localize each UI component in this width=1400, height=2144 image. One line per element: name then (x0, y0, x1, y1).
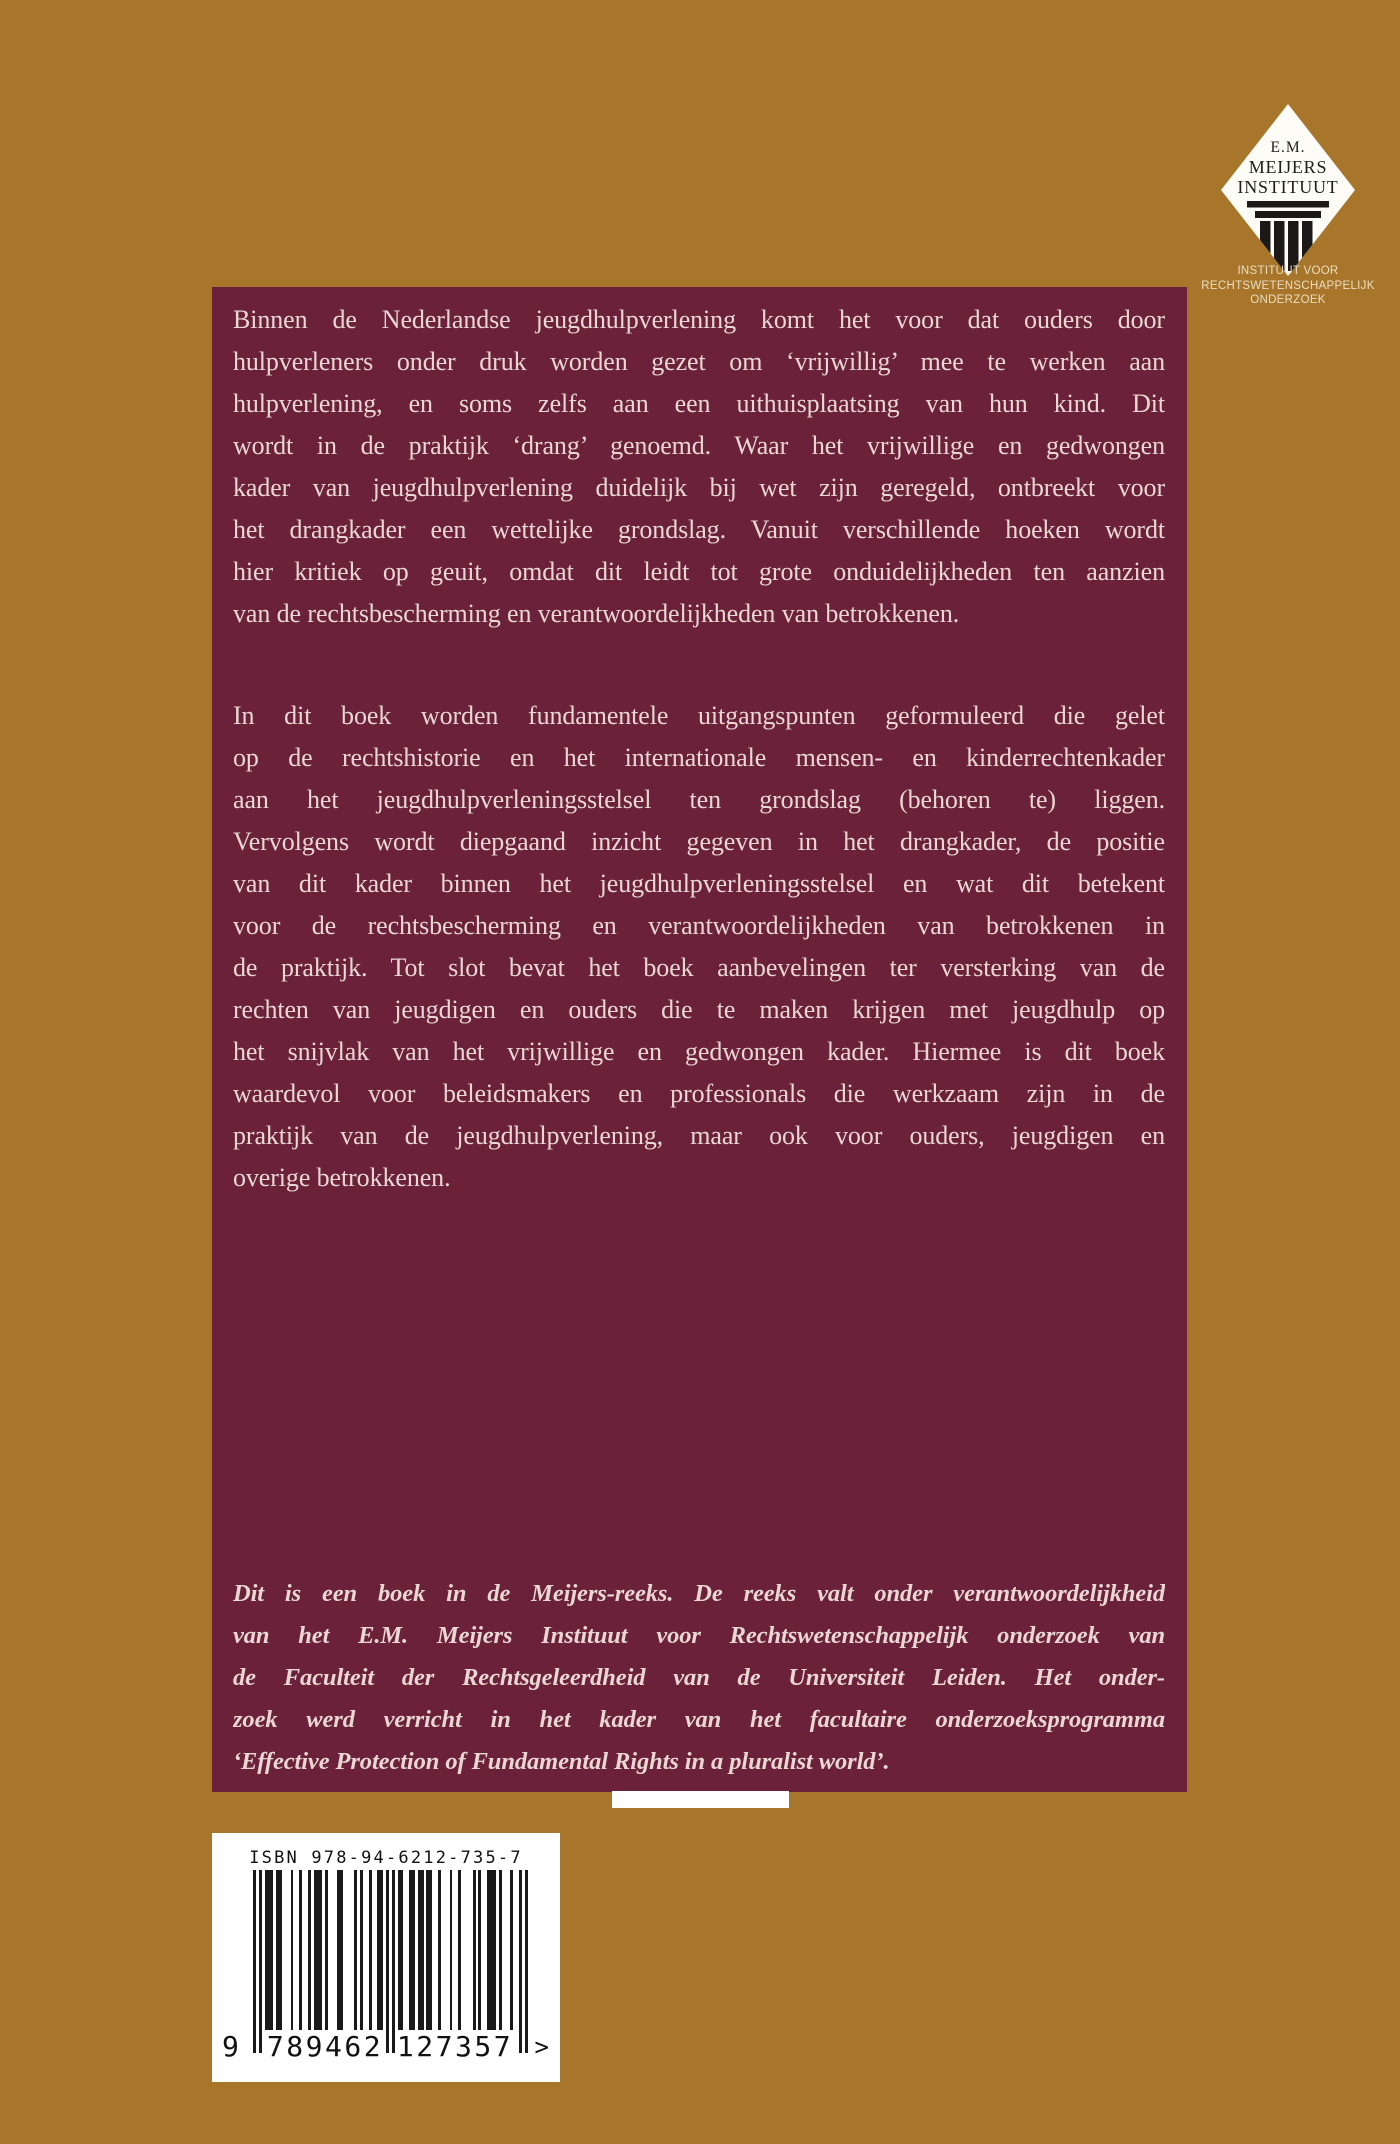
text-line: zoek werd verricht in het kader van het facultaire onderzoeksprogramma (233, 1706, 1165, 1733)
logo-subtext-line: INSTITUUT VOOR (1237, 265, 1339, 277)
text-line: hulpverleners onder druk worden gezet om ‘vrijwillig’ mee te werken aan (233, 347, 1165, 376)
text-line: op de rechtshistorie en het internationale mensen- en kinderrechtenkader (233, 743, 1165, 772)
text-line: wordt in de praktijk ‘drang’ genoemd. Waar het vrijwillige en gedwongen (233, 431, 1165, 460)
barcode-digits-right: 127357 (396, 2030, 514, 2063)
text-line: waardevol voor beleidsmakers en professionals die werkzaam zijn in de (233, 1079, 1165, 1108)
barcode-quiet-zone-mark: > (534, 2033, 552, 2061)
text-line: de praktijk. Tot slot bevat het boek aanbevelingen ter versterking van de (233, 953, 1165, 982)
barcode-digit-first: 9 (222, 2030, 242, 2063)
meijers-series-note (233, 1573, 1165, 1783)
text-line: aan het jeugdhulpverleningsstelsel ten grondslag (behoren te) liggen. (233, 785, 1165, 814)
isbn-barcode (212, 1833, 560, 2082)
text-line: voor de rechtsbescherming en verantwoordelijkheden van betrokkenen in (233, 911, 1165, 940)
text-line: Binnen de Nederlandse jeugdhulpverlening komt het voor dat ouders door (233, 305, 1165, 334)
logo-subtext-line: RECHTSWETENSCHAPPELIJK (1201, 279, 1375, 292)
text-line: van het E.M. Meijers Instituut voor Rechtswetenschappelijk onderzoek van (233, 1622, 1165, 1649)
text-line: van de rechtsbescherming en verantwoordelijkheden van betrokkenen. (233, 599, 960, 628)
text-line: rechten van jeugdigen en ouders die te maken krijgen met jeugdhulp op (233, 995, 1165, 1024)
barcode-digits-left: 789462 (266, 2030, 384, 2063)
text-line: Dit is een boek in de Meijers-reeks. De reeks valt onder verantwoordelijkheid (233, 1580, 1165, 1607)
text-line: ‘Effective Protection of Fundamental Rights in a pluralist world’. (233, 1748, 890, 1775)
text-line: Vervolgens wordt diepgaand inzicht gegeven in het drangkader, de positie (233, 827, 1165, 856)
text-line: het drangkader een wettelijke grondslag. Vanuit verschillende hoeken wordt (233, 515, 1165, 544)
barcode-bars (253, 1870, 528, 2053)
paragraph-book-contents (233, 695, 1165, 1199)
text-line: hulpverlening, en soms zelfs aan een uithuisplaatsing van hun kind. Dit (233, 389, 1165, 418)
text-line: van dit kader binnen het jeugdhulpverleningsstelsel en wat dit betekent (233, 869, 1165, 898)
text-line: kader van jeugdhulpverlening duidelijk bij wet zijn geregeld, ontbreekt voor (233, 473, 1165, 502)
spine-white-tab (612, 1791, 789, 1808)
text-line: het snijvlak van het vrijwillige en gedwongen kader. Hiermee is dit boek (233, 1037, 1165, 1066)
text-line: hier kritiek op geuit, omdat dit leidt tot grote onduidelijkheden ten aanzien (233, 557, 1165, 586)
logo-subtext (1158, 264, 1400, 308)
text-line: In dit boek worden fundamentele uitgangspunten geformuleerd die gelet (233, 701, 1165, 730)
text-line: overige betrokkenen. (233, 1163, 451, 1192)
meijers-logo (1201, 104, 1375, 314)
logo-line2: MEIJERS (1248, 157, 1328, 177)
logo-subtext-line: ONDERZOEK (1250, 294, 1326, 306)
blurb-panel (212, 287, 1187, 1792)
text-line: praktijk van de jeugdhulpverlening, maar ook voor ouders, jeugdigen en (233, 1121, 1165, 1150)
isbn-label: ISBN 978-94-6212-735-7 (249, 1848, 523, 1868)
meijers-diamond-icon (1221, 104, 1355, 276)
logo-line1: E.M. (1270, 139, 1306, 156)
paragraph-drang (233, 299, 1165, 635)
logo-line3: INSTITUUT (1237, 177, 1339, 197)
text-line: de Faculteit der Rechtsgeleerdheid van de Universiteit Leiden. Het onder- (233, 1664, 1165, 1691)
